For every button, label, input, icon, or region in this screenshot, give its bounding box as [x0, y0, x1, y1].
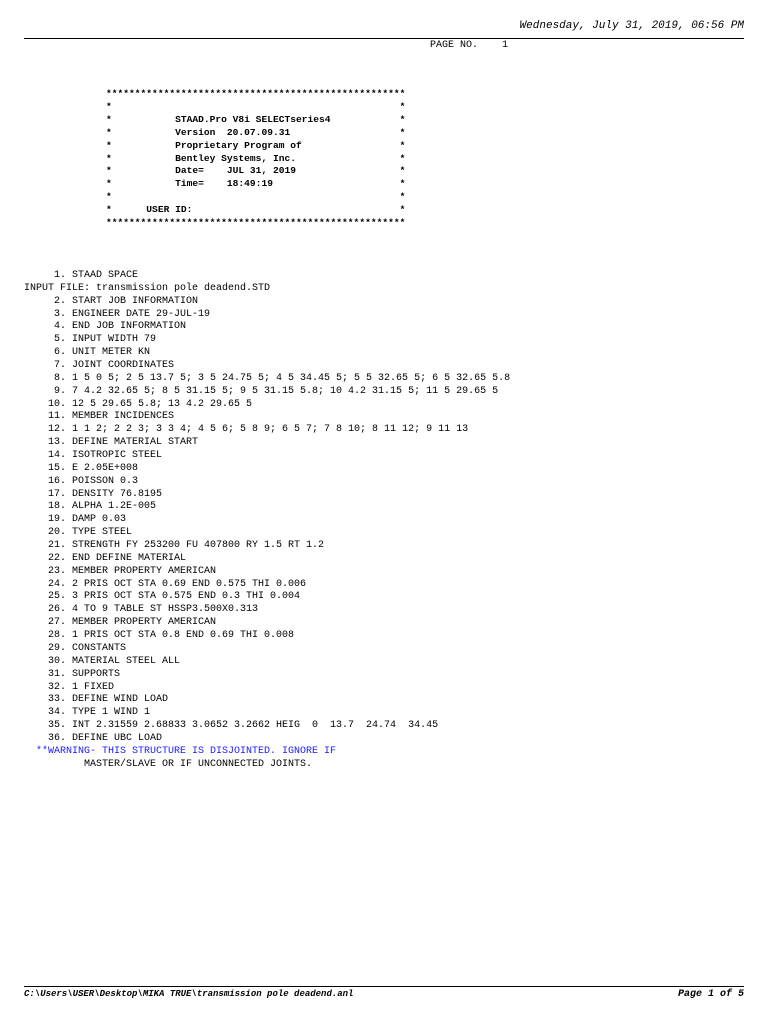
file-path: C:\Users\USER\Desktop\MIKA TRUE\transmission pole deadend.anl [24, 989, 354, 999]
listing-line: 13. DEFINE MATERIAL START [24, 437, 199, 449]
listing-line: 5. INPUT WIDTH 79 [24, 334, 157, 346]
listing-line: 18. ALPHA 1.2E-005 [24, 501, 157, 513]
listing-line: 4. END JOB INFORMATION [24, 321, 187, 333]
banner-line: * Version 20.07.09.31 * [106, 126, 406, 138]
banner-line: * STAAD.Pro V8i SELECTseries4 * [106, 113, 406, 125]
listing-line: 27. MEMBER PROPERTY AMERICAN [24, 617, 217, 629]
footer-divider [24, 986, 744, 987]
banner-line: * * [106, 100, 406, 112]
page-number-label: PAGE NO. [430, 40, 479, 51]
banner-line: * Bentley Systems, Inc. * [106, 152, 406, 164]
page-number [430, 40, 508, 51]
listing-line: 26. 4 TO 9 TABLE ST HSSP3.500X0.313 [24, 604, 259, 616]
listing-line: 30. MATERIAL STEEL ALL [24, 655, 181, 667]
listing-line: 32. 1 FIXED [24, 681, 115, 693]
listing-line: 24. 2 PRIS OCT STA 0.69 END 0.575 THI 0.006 [24, 578, 307, 590]
listing-line: 16. POISSON 0.3 [24, 475, 139, 487]
listing-line: 14. ISOTROPIC STEEL [24, 450, 163, 462]
listing-line: 12. 1 1 2; 2 2 3; 3 3 4; 4 5 6; 5 8 9; 6 5 7; 7 8 10; 8 11 12; 9 11 13 [24, 424, 469, 436]
page-count: Page 1 of 5 [677, 989, 744, 1000]
input-listing [24, 270, 510, 772]
banner-line: * USER ID: * [106, 204, 406, 216]
listing-line: 25. 3 PRIS OCT STA 0.575 END 0.3 THI 0.004 [24, 591, 301, 603]
listing-line: 29. CONSTANTS [24, 642, 127, 654]
listing-line: 19. DAMP 0.03 [24, 514, 127, 526]
banner-line: **************************************************** [106, 88, 406, 99]
listing-line: 7. JOINT COORDINATES [24, 360, 175, 372]
listing-line: 20. TYPE STEEL [24, 527, 133, 539]
listing-line: INPUT FILE: transmission pole deadend.STD [24, 282, 271, 294]
listing-line: 15. E 2.05E+008 [24, 462, 139, 474]
listing-line: 34. TYPE 1 WIND 1 [24, 707, 151, 719]
listing-line: 1. STAAD SPACE [24, 270, 139, 281]
header-divider [24, 38, 744, 39]
listing-line: 17. DENSITY 76.8195 [24, 488, 163, 500]
warning-detail: MASTER/SLAVE OR IF UNCONNECTED JOINTS. [24, 758, 313, 770]
listing-line: 9. 7 4.2 32.65 5; 8 5 31.15 5; 9 5 31.15 5.8; 10 4.2 31.15 5; 11 5 29.65 5 [24, 385, 499, 397]
listing-line: 36. DEFINE UBC LOAD [24, 732, 163, 744]
listing-line: 22. END DEFINE MATERIAL [24, 552, 187, 564]
banner-line: * Proprietary Program of * [106, 139, 406, 151]
listing-line: 8. 1 5 0 5; 2 5 13.7 5; 3 5 24.75 5; 4 5 34.45 5; 5 5 32.65 5; 6 5 32.65 5.8 [24, 372, 511, 384]
listing-line: 3. ENGINEER DATE 29-JUL-19 [24, 308, 211, 320]
report-date: Wednesday, July 31, 2019, 06:56 PM [519, 20, 744, 32]
listing-line: 28. 1 PRIS OCT STA 0.8 END 0.69 THI 0.008 [24, 630, 295, 642]
listing-line: 2. START JOB INFORMATION [24, 295, 199, 307]
listing-line: 35. INT 2.31559 2.68833 3.0652 3.2662 HEIG 0 13.7 24.74 34.45 [24, 720, 439, 732]
listing-line: 31. SUPPORTS [24, 668, 121, 680]
banner-line: * * [106, 191, 406, 203]
listing-line: 6. UNIT METER KN [24, 347, 151, 359]
warning-message: **WARNING- THIS STRUCTURE IS DISJOINTED. IGNORE IF [24, 745, 337, 757]
banner-line: * Time= 18:49:19 * [106, 178, 406, 190]
listing-line: 33. DEFINE WIND LOAD [24, 694, 169, 706]
banner-line: * Date= JUL 31, 2019 * [106, 165, 406, 177]
listing-line: 10. 12 5 29.65 5.8; 13 4.2 29.65 5 [24, 398, 253, 410]
page-number-value: 1 [502, 40, 509, 51]
listing-line: 21. STRENGTH FY 253200 FU 407800 RY 1.5 RT 1.2 [24, 540, 325, 552]
program-banner [106, 88, 405, 230]
banner-line: **************************************************** [106, 217, 406, 229]
listing-line: 23. MEMBER PROPERTY AMERICAN [24, 565, 217, 577]
listing-line: 11. MEMBER INCIDENCES [24, 411, 175, 423]
